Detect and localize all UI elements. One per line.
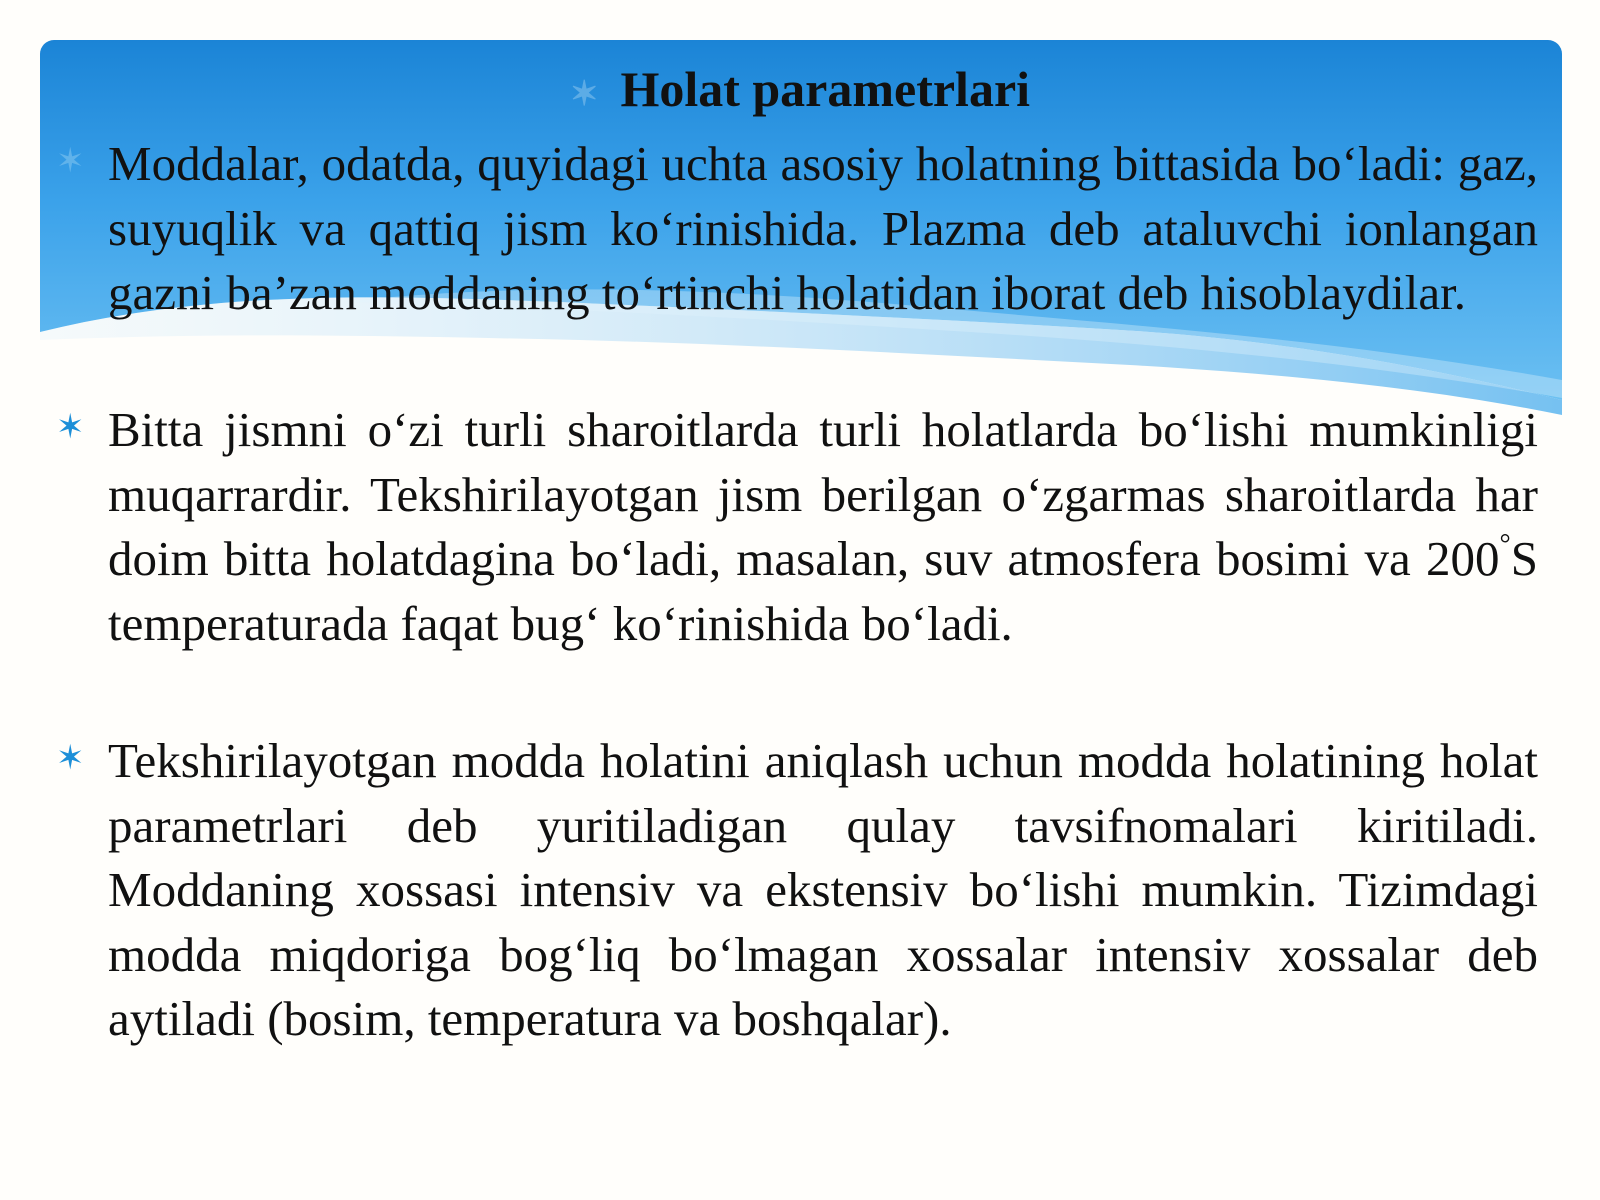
paragraph-2-text-before: Bitta jismni o‘zi turli sharoitlarda turli holatlarda bo‘lishi mumkinligi muqarrardir. Tekshirilayotgan jism berilgan o‘zgarmas sharoitlarda har doim bitta holatdagina bo‘ladi, masalan, suv atmosfera bosimi va 200: [108, 402, 1538, 586]
paragraph-1: Moddalar, odatda, quyidagi uchta asosiy holatning bittasida bo‘ladi: gaz, suyuqlik va qattiq jism ko‘rinishida. Plazma deb ataluvchi ionlangan gazni ba’zan moddaning to‘rtinchi holatidan iborat deb hisoblaydilar.: [108, 136, 1538, 320]
paragraph-2-text-after: S temperaturada faqat bug‘ ko‘rinishida bo‘ladi.: [108, 531, 1538, 651]
degree-sign: °: [1499, 529, 1511, 560]
asterisk-bullet-icon: ✶: [56, 409, 85, 446]
paragraph-2: [108, 398, 1538, 656]
asterisk-bullet-icon: ✶: [569, 76, 599, 113]
asterisk-bullet-icon: ✶: [56, 740, 85, 777]
asterisk-bullet-icon: ✶: [56, 143, 85, 180]
paragraph-3: Tekshirilayotgan modda holatini aniqlash uchun modda holatining holat parametrlari deb yuritiladigan qulay tavsifnomalari kiritiladi. Moddaning xossasi intensiv va ekstensiv bo‘lishi mumkin. Tizimdagi modda miqdoriga bog‘liq bo‘lmagan xossalar intensiv xossalar deb aytiladi (bosim, temperatura va boshqalar).: [108, 733, 1538, 1046]
title-row: [0, 58, 1600, 120]
slide-title: Holat parametrlari: [620, 61, 1031, 117]
